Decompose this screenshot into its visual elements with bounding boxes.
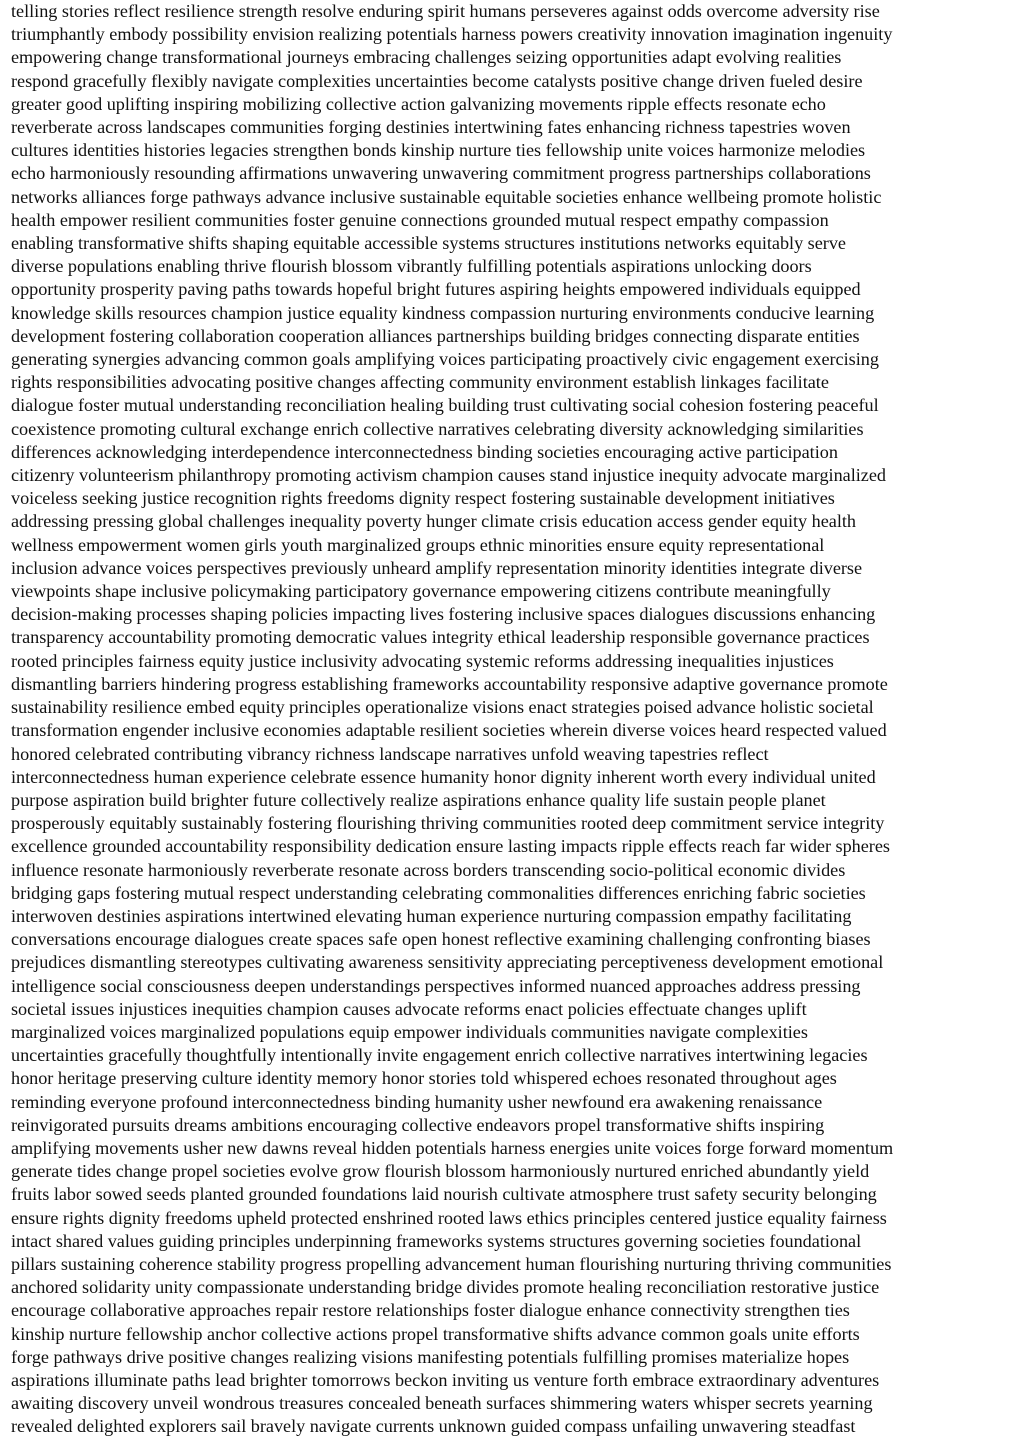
text-line: decision-making processes shaping policies impacting lives fostering inclusive spaces dialogues discussions enhancing (11, 604, 876, 625)
text-line: greater good uplifting inspiring mobilizing collective action galvanizing movements ripple effects resonate echo (11, 93, 826, 114)
text-line: empowering change transformational journeys embracing challenges seizing opportunities adapt evolving realities (11, 47, 842, 68)
text-line: differences acknowledging interdependence interconnectedness binding societies encouraging active participation (11, 441, 838, 462)
text-line: cultures identities histories legacies strengthen bonds kinship nurture ties fellowship unite voices harmonize melodies (11, 140, 866, 161)
text-line: diverse populations enabling thrive flourish blossom vibrantly fulfilling potentials aspirations unlocking doors (11, 256, 812, 277)
text-line: coexistence promoting cultural exchange enrich collective narratives celebrating diversity acknowledging similarities (11, 418, 864, 439)
text-line: opportunity prosperity paving paths towards hopeful bright futures aspiring heights empowered individuals equipped (11, 279, 861, 300)
text-line: wellness empowerment women girls youth marginalized groups ethnic minorities ensure equity representational (11, 534, 825, 555)
text-line: societal issues injustices inequities champion causes advocate reforms enact policies effectuate changes uplift (11, 998, 807, 1019)
text-line: intact shared values guiding principles underpinning frameworks systems structures governing societies foundational (11, 1230, 862, 1251)
text-line: influence resonate harmoniously reverberate resonate across borders transcending socio-political economic divides (11, 859, 846, 880)
text-line: excellence grounded accountability responsibility dedication ensure lasting impacts ripple effects reach far wider spheres (11, 836, 890, 857)
text-line: telling stories reflect resilience strength resolve enduring spirit humans perseveres against odds overcome adversity rise (11, 1, 880, 21)
text-line: health empower resilient communities foster genuine connections grounded mutual respect empathy compassion (11, 209, 829, 230)
text-line: amplifying movements usher new dawns reveal hidden potentials harness energies unite voices forge forward momentum (11, 1137, 894, 1158)
text-line: fruits labor sowed seeds planted grounded foundations laid nourish cultivate atmosphere trust safety security belonging (11, 1184, 877, 1205)
text-line: marginalized voices marginalized populations equip empower individuals communities navigate complexities (11, 1021, 808, 1042)
text-line: inclusion advance voices perspectives previously unheard amplify representation minority identities integrate diverse (11, 557, 863, 578)
text-line: revealed delighted explorers sail bravely navigate currents unknown guided compass unfailing unwavering steadfast (11, 1416, 856, 1437)
text-line: transparency accountability promoting democratic values integrity ethical leadership responsible governance practices (11, 627, 870, 648)
text-line: pillars sustaining coherence stability progress propelling advancement human flourishing nurturing thriving communities (11, 1253, 892, 1274)
text-line: networks alliances forge pathways advance inclusive sustainable equitable societies enhance wellbeing promote holistic (11, 186, 882, 207)
text-line: dismantling barriers hindering progress establishing frameworks accountability responsive adaptive governance promote (11, 673, 888, 694)
text-line: addressing pressing global challenges inequality poverty hunger climate crisis education access gender equity health (11, 511, 856, 532)
text-line: encourage collaborative approaches repair restore relationships foster dialogue enhance connectivity strengthen ties (11, 1300, 850, 1321)
text-line: respond gracefully flexibly navigate complexities uncertainties become catalysts positive change driven fueled desire (11, 70, 863, 91)
text-line: echo harmoniously resounding affirmations unwavering unwavering commitment progress partnerships collaborations (11, 163, 871, 184)
text-line: triumphantly embody possibility envision realizing potentials harness powers creativity innovation imagination ingenuity (11, 24, 893, 45)
text-line: uncertainties gracefully thoughtfully intentionally invite engagement enrich collective narratives intertwining legacies (11, 1045, 868, 1066)
text-line: prosperously equitably sustainably fostering flourishing thriving communities rooted deep commitment service integrity (11, 813, 885, 834)
text-line: generate tides change propel societies evolve grow flourish blossom harmoniously nurtured enriched abundantly yield (11, 1161, 870, 1182)
text-line: ensure rights dignity freedoms upheld protected enshrined rooted laws ethics principles centered justice equality fairness (11, 1207, 887, 1228)
text-line: enabling transformative shifts shaping equitable accessible systems structures institutions networks equitably serve (11, 233, 846, 254)
text-line: intelligence social consciousness deepen understandings perspectives informed nuanced approaches address pressing (11, 975, 861, 996)
text-line: awaiting discovery unveil wondrous treasures concealed beneath surfaces shimmering waters whisper secrets yearning (11, 1393, 873, 1414)
text-line: rooted principles fairness equity justice inclusivity advocating systemic reforms addressing inequalities injustices (11, 650, 834, 671)
text-line: interwoven destinies aspirations intertwined elevating human experience nurturing compassion empathy facilitating (11, 905, 852, 926)
text-line: citizenry volunteerism philanthropy promoting activism champion causes stand injustice inequity advocate marginalized (11, 465, 886, 486)
text-line: viewpoints shape inclusive policymaking participatory governance empowering citizens contribute meaningfully (11, 581, 831, 602)
text-line: kinship nurture fellowship anchor collective actions propel transformative shifts advance common goals unite efforts (11, 1323, 860, 1344)
text-line: reverberate across landscapes communities forging destinies intertwining fates enhancing richness tapestries woven (11, 117, 851, 138)
text-line: knowledge skills resources champion justice equality kindness compassion nurturing environments conducive learning (11, 302, 875, 323)
text-line: interconnectedness human experience celebrate essence humanity honor dignity inherent worth every individual united (11, 766, 876, 787)
text-line: reinvigorated pursuits dreams ambitions encouraging collective endeavors propel transformative shifts inspiring (11, 1114, 825, 1135)
text-line: conversations encourage dialogues create spaces safe open honest reflective examining challenging confronting biases (11, 929, 871, 950)
text-line: anchored solidarity unity compassionate understanding bridge divides promote healing reconciliation restorative justice (11, 1277, 880, 1298)
text-line: bridging gaps fostering mutual respect understanding celebrating commonalities differences enriching fabric societies (11, 882, 866, 903)
text-line: voiceless seeking justice recognition rights freedoms dignity respect fostering sustainable development initiatives (11, 488, 835, 509)
text-line: dialogue foster mutual understanding reconciliation healing building trust cultivating social cohesion fostering peaceful (11, 395, 879, 416)
text-line: forge pathways drive positive changes realizing visions manifesting potentials fulfilling promises materialize hopes (11, 1346, 850, 1367)
text-line: reminding everyone profound interconnectedness binding humanity usher newfound era awakening renaissance (11, 1091, 823, 1112)
text-line: generating synergies advancing common goals amplifying voices participating proactively civic engagement exercising (11, 349, 879, 370)
text-line: sustainability resilience embed equity principles operationalize visions enact strategies poised advance holistic societal (11, 697, 874, 718)
text-line: purpose aspiration build brighter future collectively realize aspirations enhance quality life sustain people planet (11, 789, 826, 810)
text-line: aspirations illuminate paths lead brighter tomorrows beckon inviting us venture forth embrace extraordinary adventures (11, 1369, 880, 1390)
body-text (11, 0, 1023, 1439)
text-line: prejudices dismantling stereotypes cultivating awareness sensitivity appreciating perceptiveness development emotional (11, 952, 884, 973)
text-line: rights responsibilities advocating positive changes affecting community environment establish linkages facilitate (11, 372, 829, 393)
text-line: honored celebrated contributing vibrancy richness landscape narratives unfold weaving tapestries reflect (11, 743, 769, 764)
text-line: honor heritage preserving culture identity memory honor stories told whispered echoes resonated throughout ages (11, 1068, 837, 1089)
text-line: development fostering collaboration cooperation alliances partnerships building bridges connecting disparate entities (11, 325, 860, 346)
text-line: transformation engender inclusive economies adaptable resilient societies wherein diverse voices heard respected valued (11, 720, 887, 741)
